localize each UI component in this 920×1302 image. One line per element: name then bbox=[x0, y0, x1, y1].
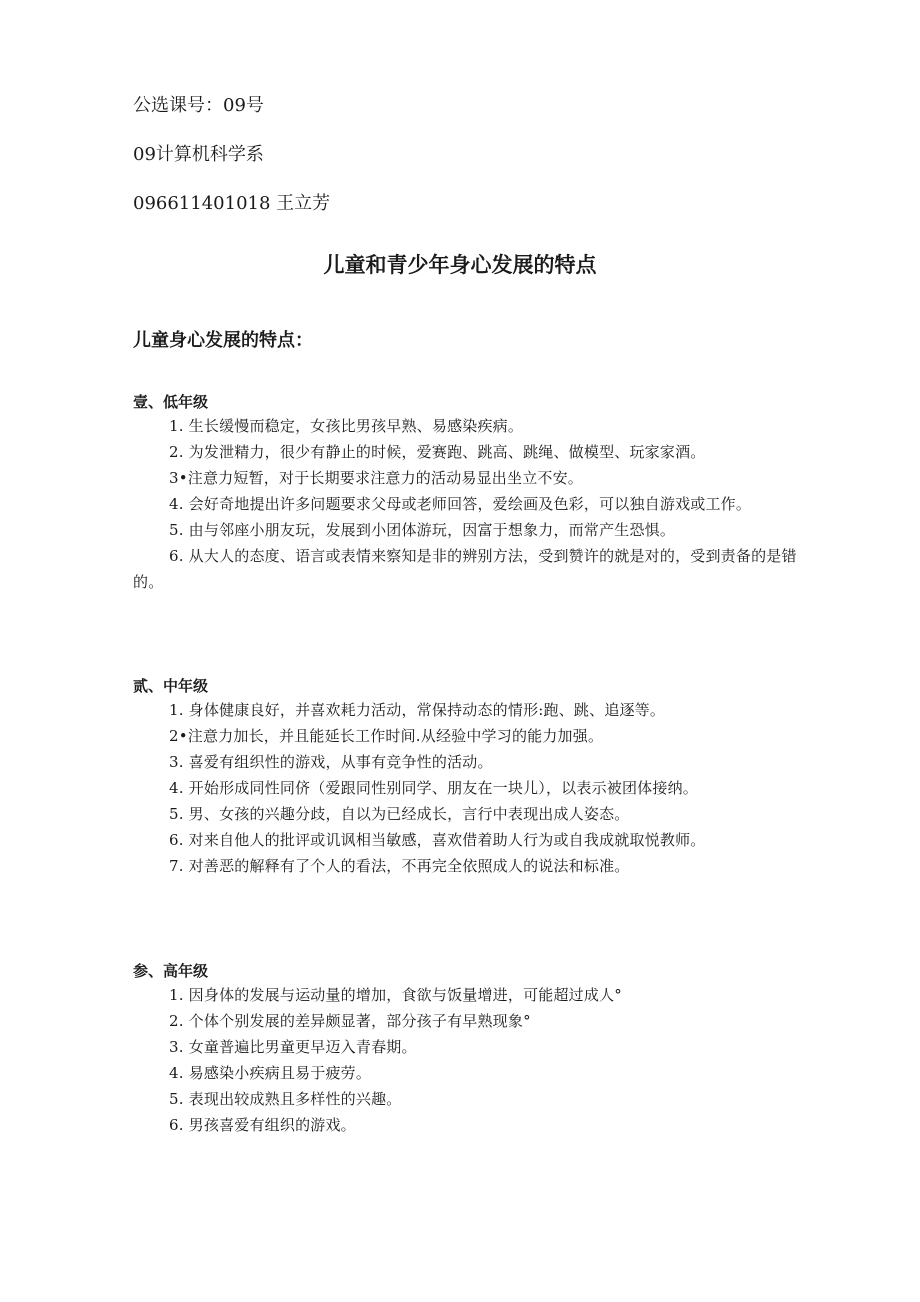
list-item: 3. 喜爱有组织性的游戏，从事有竞争性的活动。 bbox=[169, 753, 493, 771]
list-item: 7. 对善恶的解释有了个人的看法，不再完全依照成人的说法和标准。 bbox=[169, 857, 630, 875]
student-id-name: 096611401018 王立芳 bbox=[133, 193, 331, 214]
list-item: 2. 为发泄精力，很少有静止的时候，爱赛跑、跳高、跳绳、做模型、玩家家酒。 bbox=[169, 443, 706, 461]
document-title: 儿童和青少年身心发展的特点 bbox=[323, 253, 597, 277]
list-item: 4. 易感染小疾病且易于疲劳。 bbox=[169, 1064, 372, 1082]
section-heading: 参、高年级 bbox=[133, 962, 209, 980]
list-item: 4. 会好奇地提出许多问题要求父母或老师回答，爱绘画及色彩，可以独自游戏或工作。 bbox=[169, 495, 752, 513]
list-item: 3. 女童普遍比男童更早迈入青春期。 bbox=[169, 1038, 417, 1056]
list-item: 1. 身体健康良好，并喜欢耗力活动，常保持动态的情形:跑、跳、追逐等。 bbox=[169, 701, 666, 719]
list-item: 5. 由与邻座小朋友玩，发展到小团体游玩，因富于想象力，而常产生恐惧。 bbox=[169, 521, 676, 539]
section-heading: 壹、低年级 bbox=[133, 393, 209, 411]
list-item: 5. 表现出较成熟且多样性的兴趣。 bbox=[169, 1090, 402, 1108]
list-item: 2. 个体个别发展的差异颇显著，部分孩子有早熟现象° bbox=[169, 1012, 531, 1030]
section-heading: 贰、中年级 bbox=[133, 677, 209, 695]
section-lower-grade bbox=[133, 392, 798, 595]
section-upper-grade bbox=[133, 961, 798, 1138]
list-item: 4. 开始形成同性同侪（爱跟同性别同学、朋友在一块儿），以表示被团体接纳。 bbox=[169, 779, 698, 797]
list-item: 6. 从大人的态度、语言或表情来察知是非的辨别方法，受到赞许的就是对的，受到责备的是错的。 bbox=[133, 547, 797, 591]
department-name: 09计算机科学系 bbox=[133, 144, 264, 165]
list-item: 3•注意力短暂，对于长期要求注意力的活动易显出坐立不安。 bbox=[169, 469, 583, 487]
section-subtitle: 儿童身心发展的特点： bbox=[133, 330, 313, 351]
list-item: 6. 对来自他人的批评或讥讽相当敏感，喜欢借着助人行为或自我成就取悦教师。 bbox=[169, 831, 706, 849]
section-middle-grade bbox=[133, 676, 798, 879]
course-number: 公选课号：09号 bbox=[133, 95, 264, 116]
list-item: 1. 因身体的发展与运动量的增加，食欲与饭量增进，可能超过成人° bbox=[169, 986, 622, 1004]
list-item: 5. 男、女孩的兴趣分歧，自以为已经成长，言行中表现出成人姿态。 bbox=[169, 805, 630, 823]
list-item: 6. 男孩喜爱有组织的游戏。 bbox=[169, 1116, 356, 1134]
list-item: 1. 生长缓慢而稳定，女孩比男孩早熟、易感染疾病。 bbox=[169, 417, 524, 435]
list-item: 2•注意力加长，并且能延长工作时间.从经验中学习的能力加强。 bbox=[169, 727, 604, 745]
